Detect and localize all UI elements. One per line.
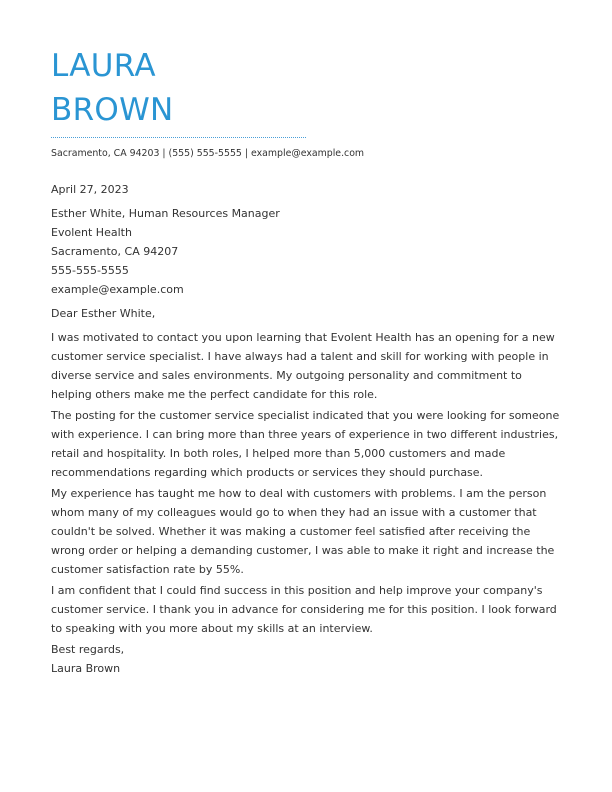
- letter-body: [51, 180, 566, 678]
- body-paragraph: I was motivated to contact you upon learning that Evolent Health has an opening for a new customer service specialist. I have always had a talent and skill for working with people in diverse service and sales environments. My outgoing personality and commitment to helping others make me the perfect candidate for this role.: [51, 331, 555, 401]
- body-paragraph: I am confident that I could find success in this position and help improve your company's customer service. I thank you in advance for considering me for this position. I look forward to speaking with you more about my skills at an interview.: [51, 584, 557, 635]
- body-paragraph: My experience has taught me how to deal with customers with problems. I am the person whom many of my colleagues would go to when they had an issue with a customer that couldn't be solved. Whether it was making a customer feel satisfied after receiving the wrong order or helping a demanding customer, I was able to make it right and increase the customer satisfaction rate by 55%.: [51, 487, 555, 576]
- recipient-email: example@example.com: [51, 283, 184, 296]
- recipient-block: [51, 204, 566, 299]
- applicant-first-name: LAURA: [51, 48, 156, 84]
- applicant-last-name: BROWN: [51, 92, 174, 128]
- letter-date: April 27, 2023: [51, 183, 129, 196]
- recipient-name-title: Esther White, Human Resources Manager: [51, 207, 280, 220]
- recipient-phone: 555-555-5555: [51, 264, 129, 277]
- body-paragraph: The posting for the customer service specialist indicated that you were looking for someone with experience. I can bring more than three years of experience in two different industries, retail and hospitality. In both roles, I helped more than 5,000 customers and made recommendations regarding which products or services they should purchase.: [51, 409, 560, 479]
- salutation: Dear Esther White,: [51, 307, 156, 320]
- signature-name: Laura Brown: [51, 662, 121, 675]
- recipient-company: Evolent Health: [51, 226, 132, 239]
- recipient-address: Sacramento, CA 94207: [51, 245, 179, 258]
- applicant-name: [51, 44, 174, 132]
- closing: Best regards,: [51, 643, 125, 656]
- header-divider: [51, 137, 306, 138]
- contact-info: Sacramento, CA 94203 | (555) 555-5555 | example@example.com: [51, 148, 365, 159]
